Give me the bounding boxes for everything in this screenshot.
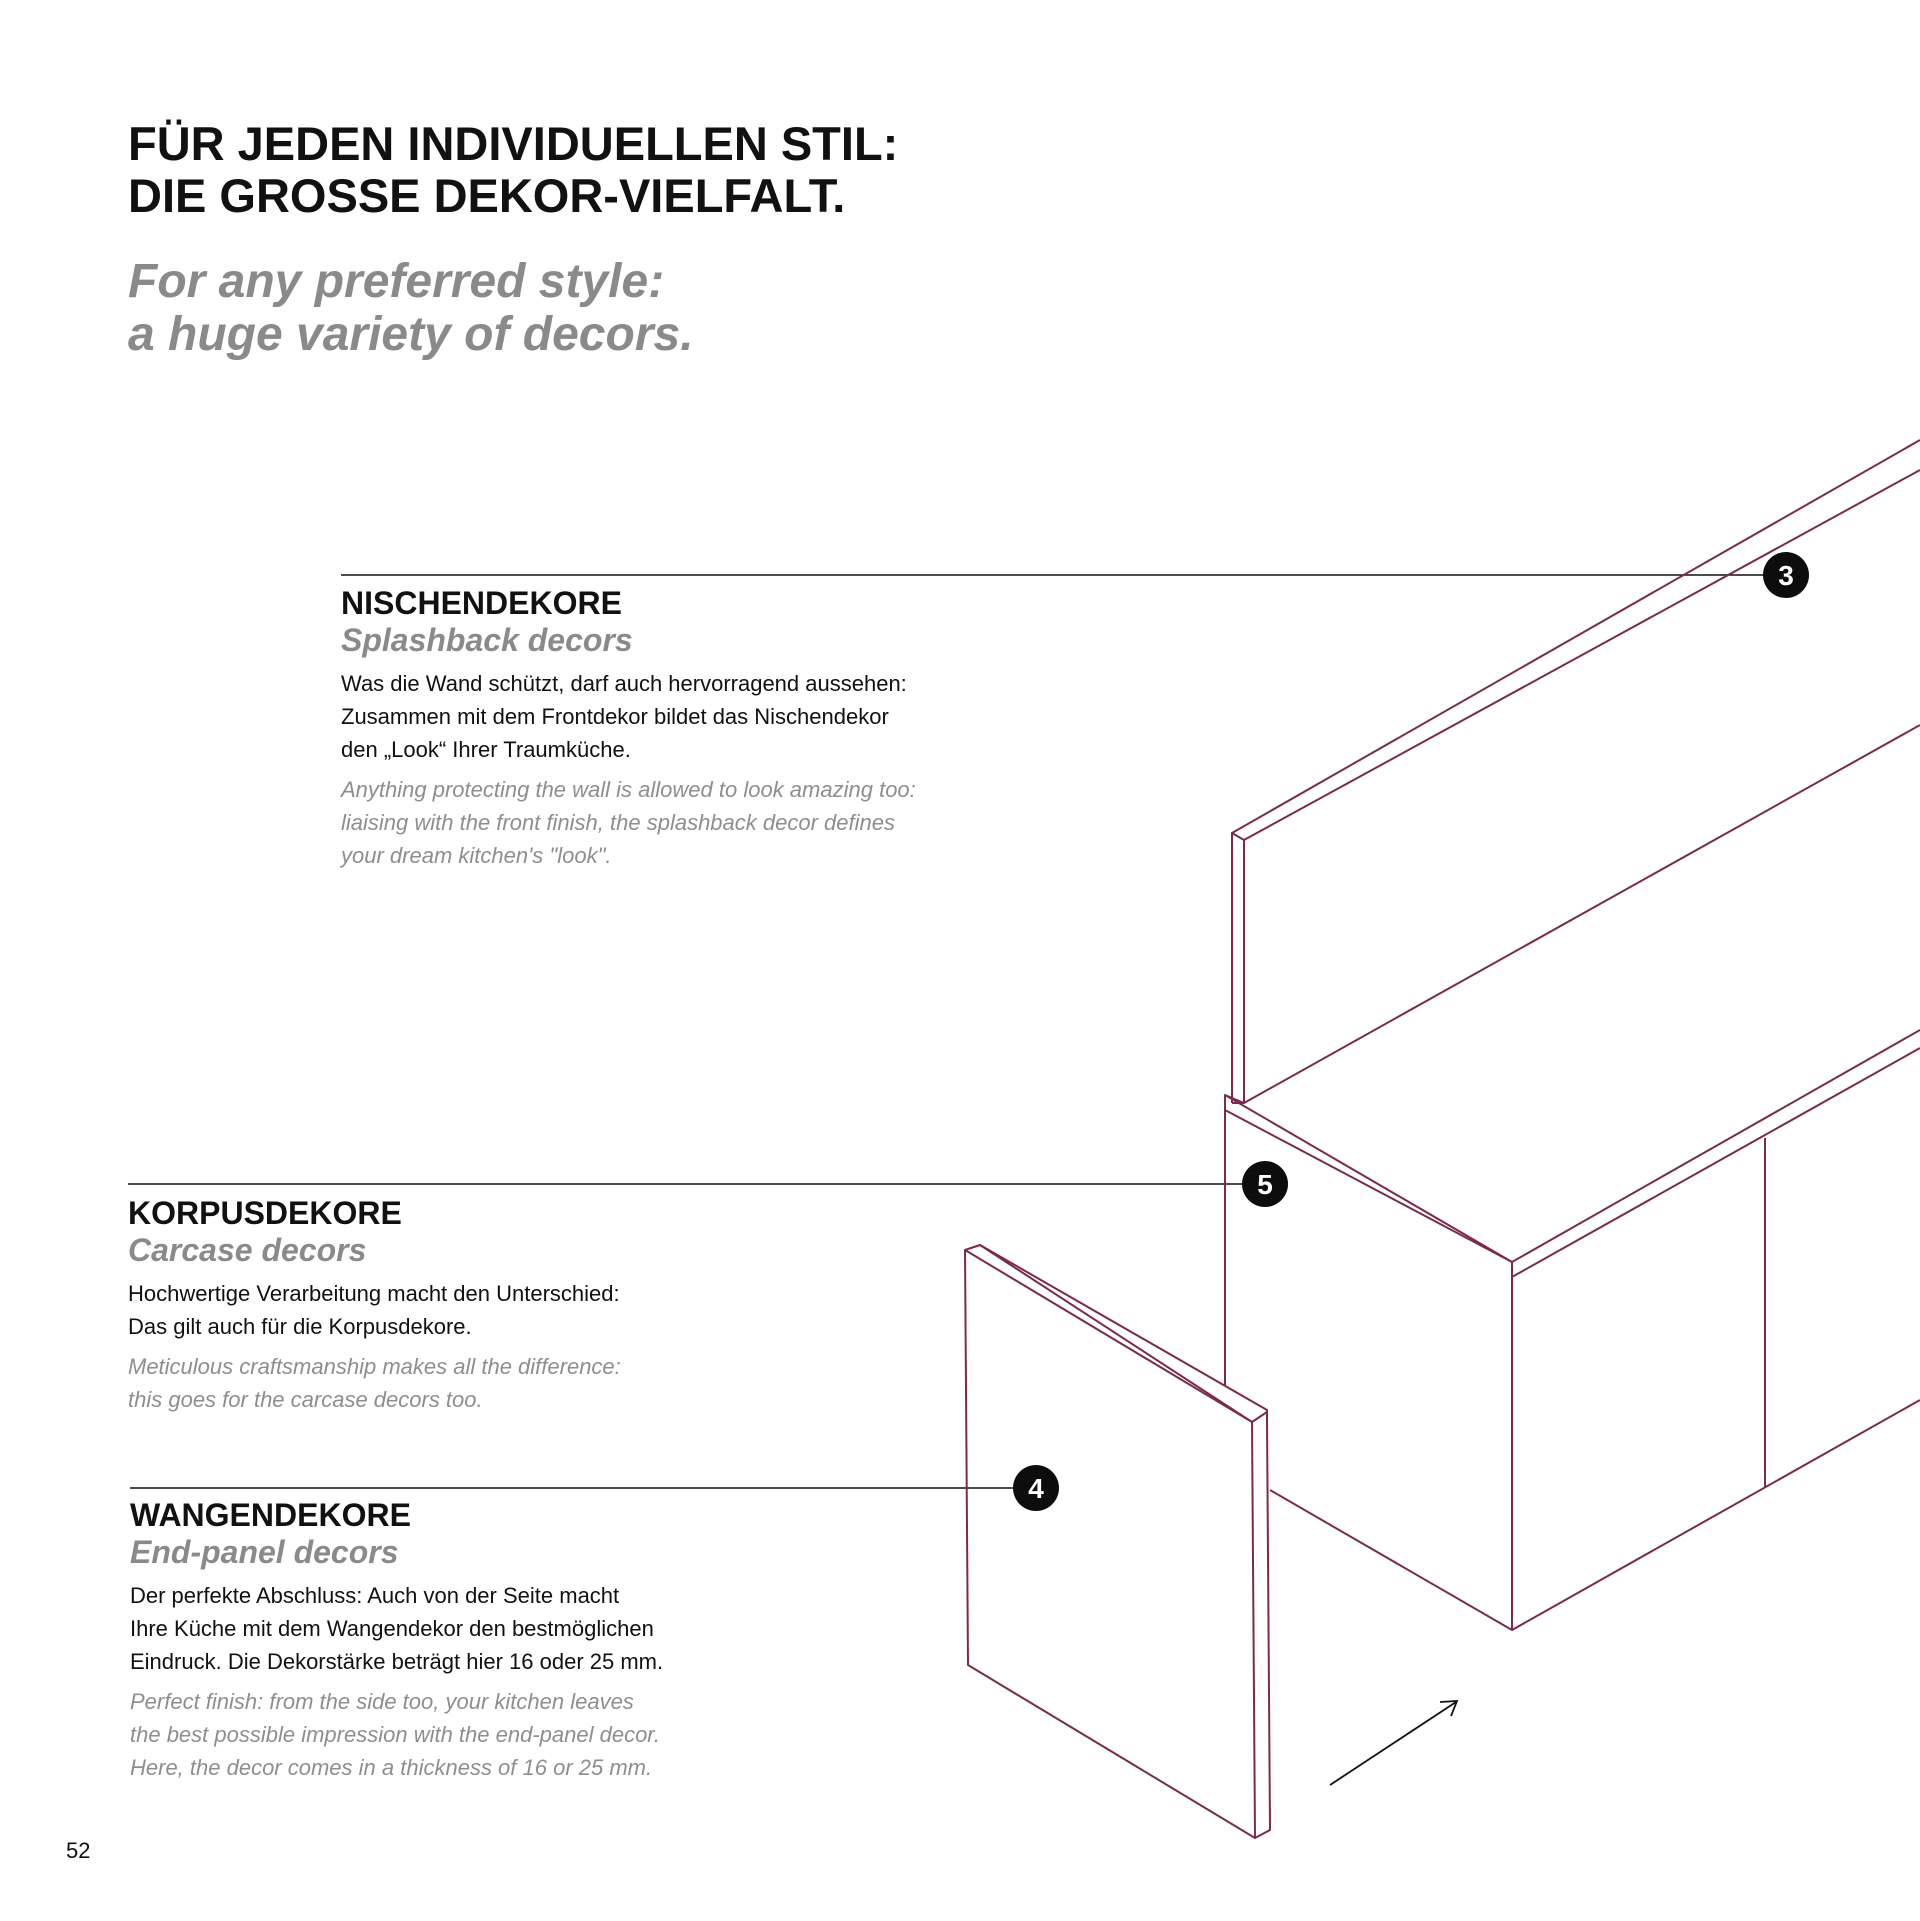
direction-arrow-icon <box>1330 1701 1457 1785</box>
section-splashback-decors <box>341 585 916 872</box>
text-line: Perfect finish: from the side too, your kitchen leaves <box>130 1689 634 1714</box>
section-carcase-decors <box>128 1195 621 1416</box>
section-title: KORPUSDEKORE <box>128 1195 402 1231</box>
marker-3 <box>1763 552 1809 598</box>
text-line: the best possible impression with the end-panel decor. <box>130 1722 660 1747</box>
text-line: Was die Wand schützt, darf auch hervorragend aussehen: <box>341 671 907 696</box>
cabinet-outline <box>965 440 1920 1838</box>
svg-text:5: 5 <box>1257 1169 1273 1200</box>
text-line: Meticulous craftsmanship makes all the difference: <box>128 1354 621 1379</box>
page-title <box>128 118 898 222</box>
page-subtitle <box>128 255 694 361</box>
body-text-english <box>130 1685 663 1784</box>
svg-text:3: 3 <box>1778 560 1794 591</box>
page-subtitle-line-2: a huge variety of decors. <box>128 308 694 361</box>
text-line: Anything protecting the wall is allowed to look amazing too: <box>341 777 916 802</box>
text-line: Ihre Küche mit dem Wangendekor den bestmöglichen <box>130 1616 654 1641</box>
body-text-english <box>341 773 916 872</box>
page-number: 52 <box>66 1838 91 1863</box>
text-line: Eindruck. Die Dekorstärke beträgt hier 16 oder 25 mm. <box>130 1649 664 1674</box>
page-title-line-2: DIE GROSSE DEKOR-VIELFALT. <box>128 169 846 222</box>
text-line: Here, the decor comes in a thickness of 16 or 25 mm. <box>130 1755 653 1780</box>
text-line: your dream kitchen's "look". <box>341 843 612 868</box>
body-text-english <box>128 1350 621 1416</box>
body-text-german <box>128 1277 621 1343</box>
body-text-german <box>341 667 916 766</box>
section-subtitle: Splashback decors <box>341 622 633 658</box>
section-subtitle: Carcase decors <box>128 1232 367 1268</box>
text-line: den „Look“ Ihrer Traumküche. <box>341 737 631 762</box>
text-line: Der perfekte Abschluss: Auch von der Seite macht <box>130 1583 620 1608</box>
text-line: Das gilt auch für die Korpusdekore. <box>128 1314 472 1339</box>
text-line: liaising with the front finish, the splashback decor defines <box>341 810 895 835</box>
body-text-german <box>130 1579 663 1678</box>
section-subtitle: End-panel decors <box>130 1534 399 1570</box>
svg-text:4: 4 <box>1028 1473 1044 1504</box>
section-title: WANGENDEKORE <box>130 1497 411 1533</box>
text-line: this goes for the carcase decors too. <box>128 1387 483 1412</box>
text-line: Hochwertige Verarbeitung macht den Unterschied: <box>128 1281 620 1306</box>
section-title: NISCHENDEKORE <box>341 585 622 621</box>
page-title-line-1: FÜR JEDEN INDIVIDUELLEN STIL: <box>128 117 899 170</box>
page-subtitle-line-1: For any preferred style: <box>128 255 665 308</box>
section-end-panel-decors <box>130 1497 663 1784</box>
marker-5 <box>1242 1161 1288 1207</box>
marker-4 <box>1013 1465 1059 1511</box>
text-line: Zusammen mit dem Frontdekor bildet das Nischendekor <box>341 704 889 729</box>
